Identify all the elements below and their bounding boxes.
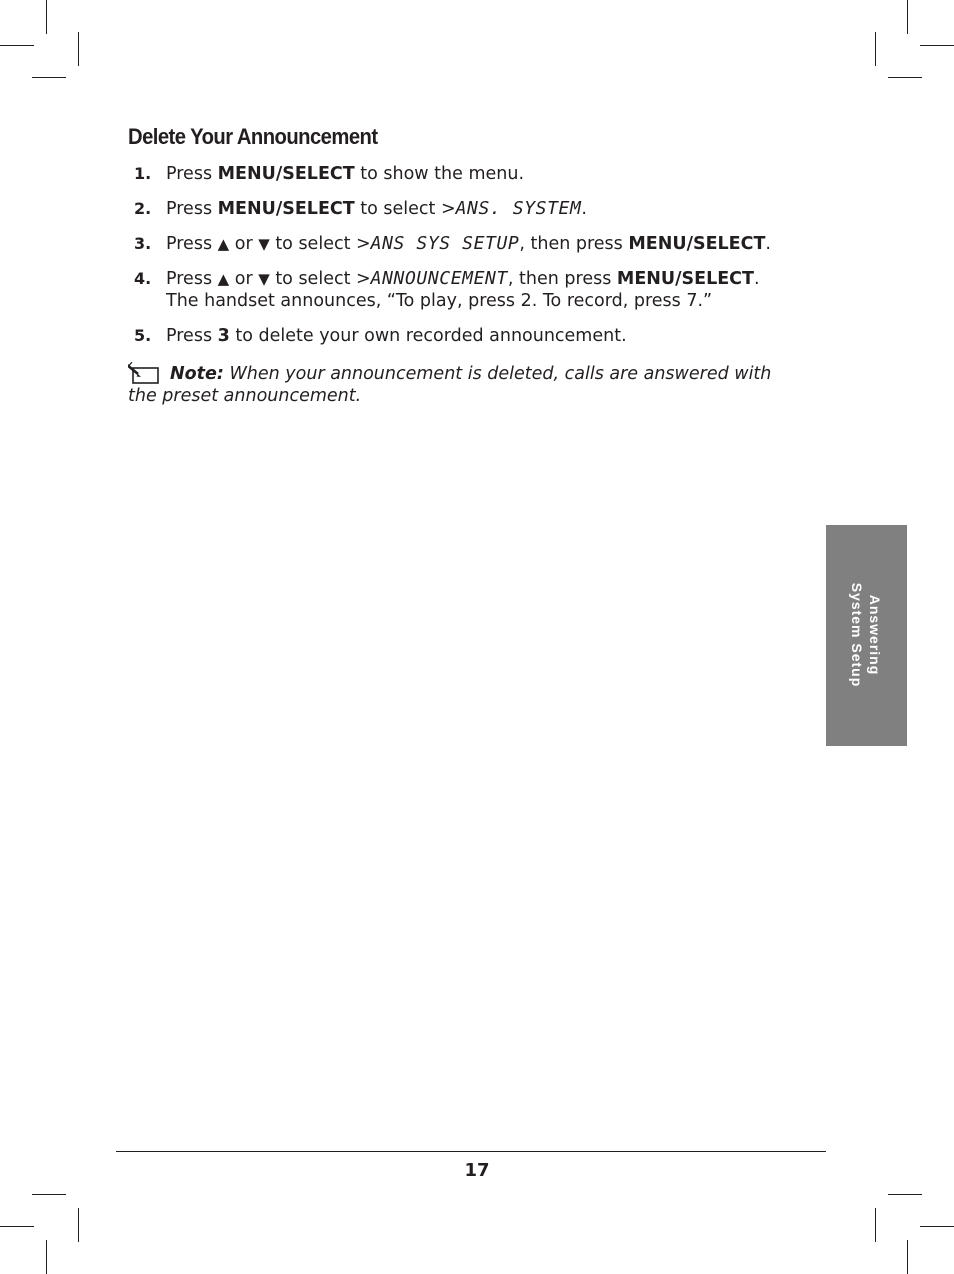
section-heading: Delete Your Announcement: [128, 124, 378, 149]
up-arrow-icon: ▲: [217, 235, 230, 253]
step-text: .: [753, 269, 760, 289]
step-text: to select >: [354, 199, 456, 219]
step-text: .: [581, 199, 587, 219]
step-text-line2: The handset announces, “To play, press 2. To record, press 7.”: [166, 291, 713, 311]
crop-mark: [32, 1194, 66, 1195]
crop-mark: [907, 0, 908, 34]
crop-mark: [0, 45, 34, 46]
lcd-menu-text: ANS. SYSTEM: [455, 198, 582, 219]
crop-mark: [920, 45, 954, 46]
step-text: Press: [166, 234, 218, 254]
crop-mark: [888, 1194, 922, 1195]
step-text: to select >: [269, 269, 371, 289]
step-item: [128, 163, 808, 185]
section-tab-line: Answering: [867, 594, 883, 676]
step-text: Press: [166, 164, 218, 184]
step-text: , then press: [507, 269, 617, 289]
step-text: Press: [166, 269, 218, 289]
crop-mark: [888, 77, 922, 78]
crop-mark: [78, 1208, 79, 1242]
page-number: 17: [464, 1160, 490, 1181]
crop-mark: [32, 77, 66, 78]
crop-mark: [875, 32, 876, 66]
step-number: 2.: [134, 199, 152, 218]
section-tab-label: [848, 583, 884, 688]
step-text: or: [229, 269, 259, 289]
crop-mark: [46, 1240, 47, 1274]
note-pad-pencil-icon: [128, 362, 162, 384]
crop-mark: [78, 32, 79, 66]
crop-mark: [875, 1208, 876, 1242]
step-text: to select >: [269, 234, 371, 254]
footer-rule: [116, 1151, 826, 1152]
step-text: Press: [166, 326, 218, 346]
step-text: Press: [166, 199, 218, 219]
step-text: to delete your own recorded announcement.: [229, 326, 627, 346]
step-text: to show the menu.: [354, 164, 525, 184]
up-arrow-icon: ▲: [217, 270, 230, 288]
lcd-menu-text: ANS SYS SETUP: [370, 233, 520, 254]
section-tab: [826, 525, 907, 746]
steps-list: [128, 163, 808, 360]
step-text: , then press: [519, 234, 629, 254]
note: [128, 362, 798, 407]
section-tab-line: System Setup: [849, 582, 865, 688]
step-text: or: [229, 234, 259, 254]
step-number: 3.: [134, 234, 152, 253]
key-label: MENU/SELECT: [217, 199, 355, 219]
step-number: 5.: [134, 326, 152, 345]
lcd-menu-text: ANNOUNCEMENT: [370, 268, 508, 289]
note-label: Note:: [170, 364, 224, 384]
key-label: MENU/SELECT: [217, 164, 355, 184]
crop-mark: [920, 1226, 954, 1227]
step-item: [128, 198, 808, 220]
step-number: 4.: [134, 269, 152, 288]
key-label: MENU/SELECT: [616, 269, 754, 289]
step-number: 1.: [134, 164, 152, 183]
crop-mark: [0, 1226, 34, 1227]
crop-mark: [46, 0, 47, 34]
crop-mark: [907, 1240, 908, 1274]
step-item: [128, 233, 808, 255]
down-arrow-icon: ▼: [258, 270, 270, 288]
down-arrow-icon: ▼: [258, 235, 270, 253]
note-text: When your announcement is deleted, calls are answered with the preset announcement.: [128, 364, 772, 406]
key-label: MENU/SELECT: [628, 234, 766, 254]
key-label: 3: [217, 326, 230, 346]
step-item: [128, 268, 808, 312]
step-text: .: [765, 234, 771, 254]
step-item: [128, 325, 808, 347]
